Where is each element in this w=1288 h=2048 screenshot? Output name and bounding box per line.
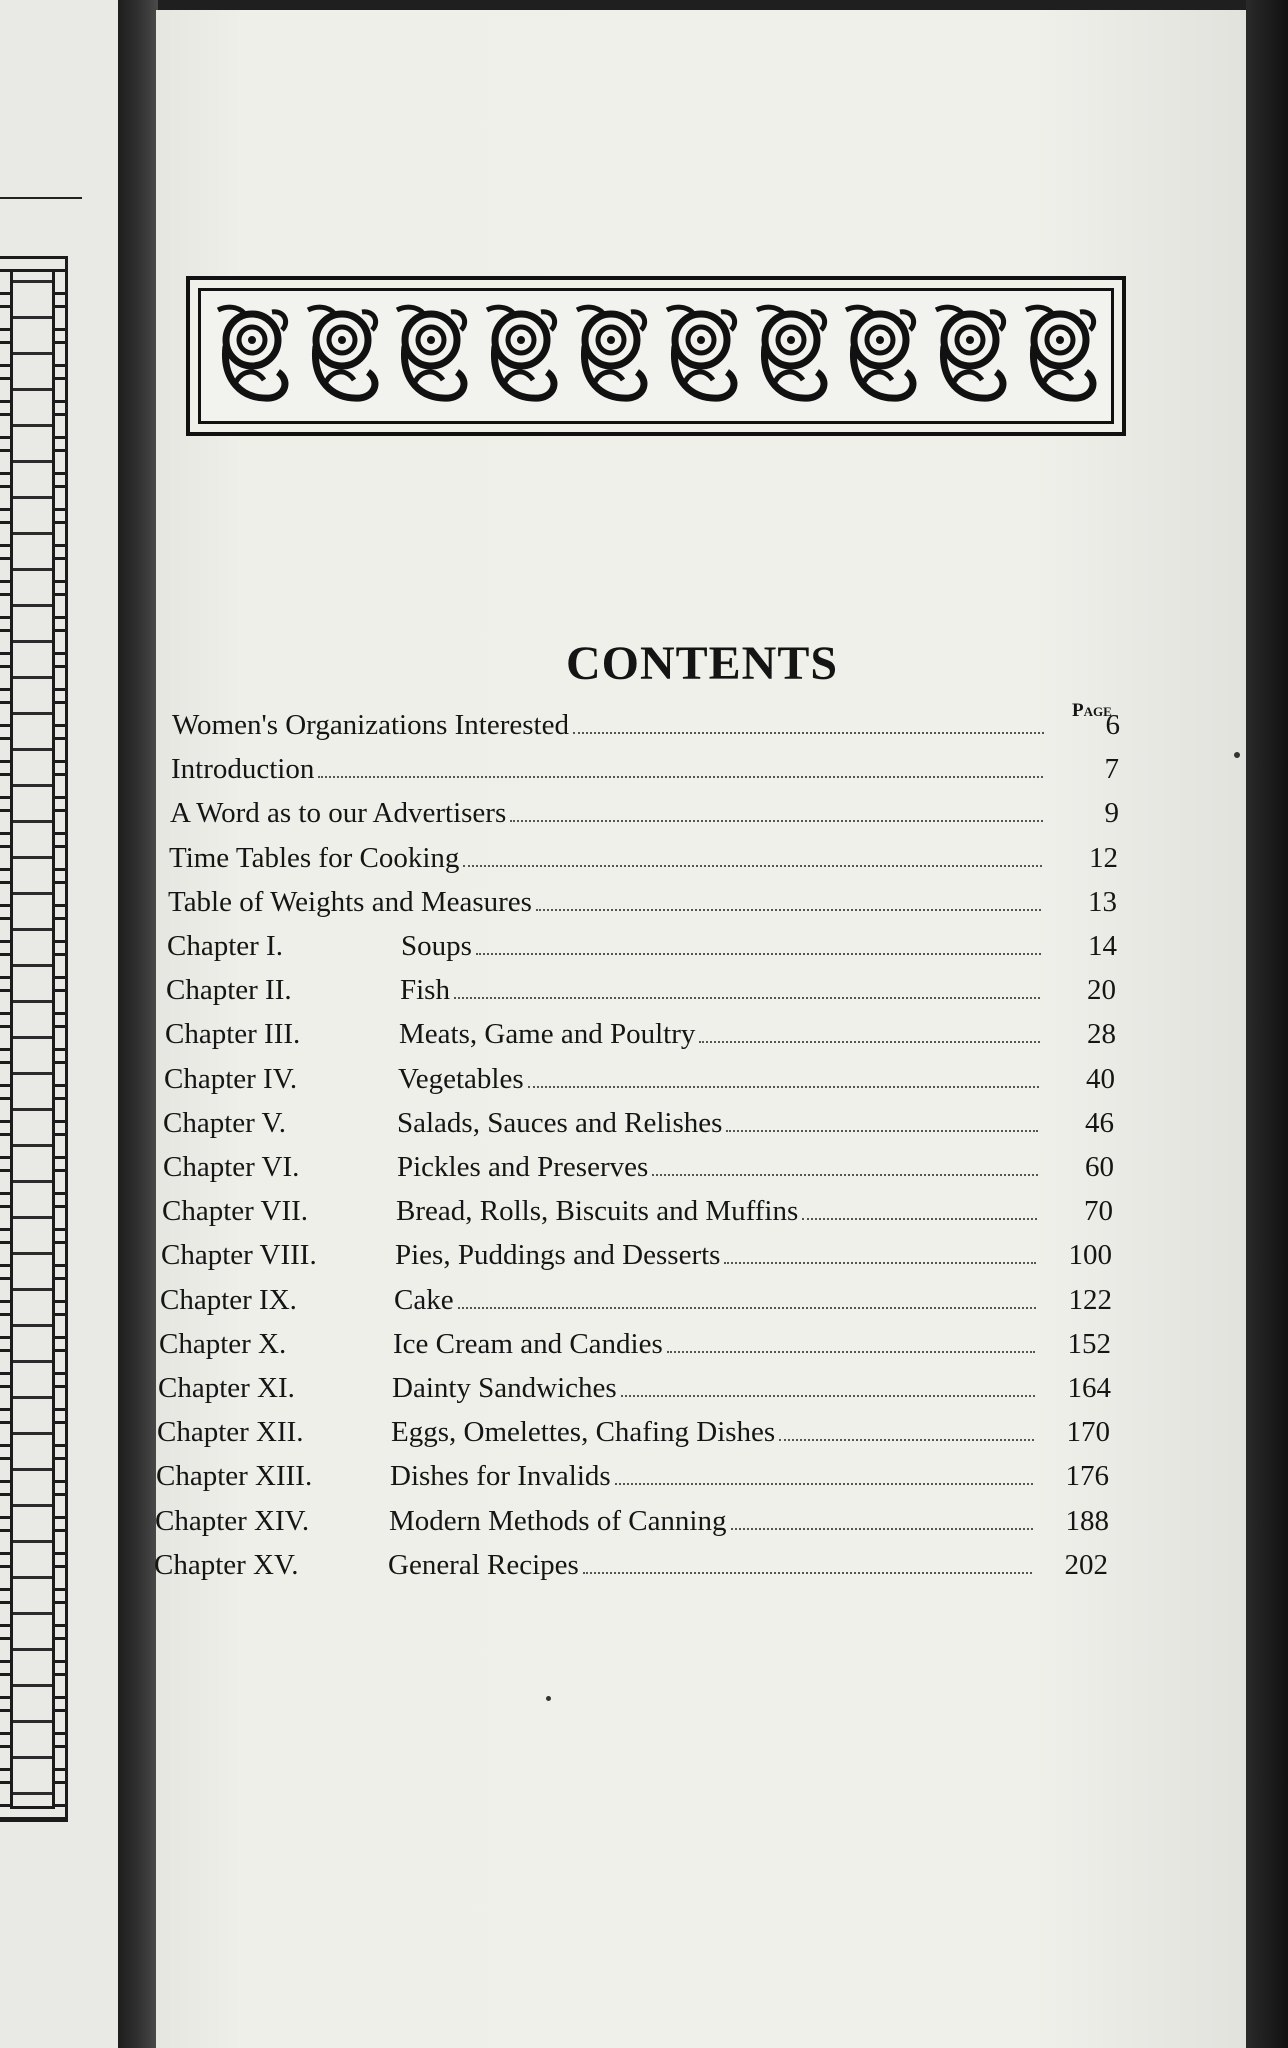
toc-entry-title: Vegetables <box>398 1062 524 1095</box>
toc-entry <box>165 1011 1116 1051</box>
dot-leader <box>463 865 1042 867</box>
dot-leader <box>528 1086 1039 1088</box>
dot-leader <box>621 1395 1035 1397</box>
toc-chapter-number: Chapter IX. <box>160 1283 297 1316</box>
dot-leader <box>536 909 1041 911</box>
toc-chapter-number: Chapter I. <box>167 930 283 962</box>
dot-leader <box>724 1262 1036 1264</box>
dot-leader <box>652 1174 1038 1176</box>
dot-leader <box>458 1307 1036 1309</box>
toc-chapter-number: Chapter XIII. <box>156 1460 313 1493</box>
toc-page-number: 46 <box>1085 1106 1114 1139</box>
toc-page-number: 100 <box>1068 1239 1112 1272</box>
dot-leader <box>699 1041 1040 1043</box>
toc-page-number: 188 <box>1065 1504 1109 1537</box>
toc-entry-title: Time Tables for Cooking <box>169 841 460 874</box>
toc-entry-title: Salads, Sauces and Relishes <box>397 1106 723 1139</box>
toc-page-number: 202 <box>1064 1548 1108 1581</box>
dot-leader <box>454 997 1040 999</box>
toc-entry <box>171 746 1119 786</box>
dot-leader <box>726 1130 1038 1132</box>
toc-entry <box>156 1453 1109 1493</box>
dot-leader <box>573 732 1044 734</box>
toc-entry-title: Soups <box>401 930 472 962</box>
toc-page-number: 60 <box>1085 1151 1114 1183</box>
toc-entry-title: Fish <box>400 974 450 1007</box>
toc-chapter-number: Chapter XI. <box>158 1372 295 1404</box>
toc-page-number: 28 <box>1087 1018 1116 1051</box>
toc-entry <box>155 1498 1109 1538</box>
toc-entry <box>166 967 1116 1007</box>
toc-entry <box>154 1542 1108 1582</box>
toc-entry <box>167 923 1117 963</box>
page-column-label: Page <box>1072 700 1112 721</box>
toc-page-number: 122 <box>1068 1283 1112 1316</box>
toc-page-number: 152 <box>1067 1327 1111 1360</box>
toc-entry <box>160 1277 1112 1317</box>
toc-chapter-number: Chapter XII. <box>157 1416 304 1449</box>
toc-chapter-number: Chapter VI. <box>163 1151 300 1183</box>
toc-entry <box>158 1365 1111 1405</box>
page-title: CONTENTS <box>565 637 839 690</box>
toc-chapter-number: Chapter II. <box>166 974 292 1007</box>
toc-page-number: 20 <box>1087 974 1116 1007</box>
toc-entry-title: Dishes for Invalids <box>390 1460 611 1493</box>
dot-leader <box>802 1218 1037 1220</box>
toc-chapter-number: Chapter IV. <box>164 1062 298 1095</box>
toc-entry-title: Eggs, Omelettes, Chafing Dishes <box>391 1416 776 1449</box>
dot-leader <box>510 820 1043 822</box>
toc-entry-title: Table of Weights and Measures <box>168 885 532 918</box>
toc-page-number: 170 <box>1066 1416 1110 1449</box>
toc-chapter-number: Chapter X. <box>159 1327 287 1360</box>
toc-page-number: 14 <box>1088 930 1117 962</box>
toc-entry <box>161 1232 1112 1272</box>
toc-chapter-number: Chapter III. <box>165 1018 301 1051</box>
toc-entry-title: Ice Cream and Candies <box>393 1327 663 1360</box>
dot-leader <box>583 1572 1032 1574</box>
toc-chapter-number: Chapter VII. <box>162 1195 309 1228</box>
toc-entry <box>163 1100 1114 1140</box>
toc-entry-title: Bread, Rolls, Biscuits and Muffins <box>396 1195 799 1228</box>
toc-entry <box>163 1144 1114 1184</box>
dot-leader <box>667 1351 1035 1353</box>
toc-page-number: 40 <box>1086 1062 1115 1095</box>
toc-entry-title: Meats, Game and Poultry <box>399 1018 696 1051</box>
toc-chapter-number: Chapter XV. <box>154 1548 299 1581</box>
toc-entry <box>169 835 1118 875</box>
toc-entry-title: General Recipes <box>388 1548 579 1581</box>
dot-leader <box>318 776 1043 778</box>
toc-entry-title: A Word as to our Advertisers <box>170 797 507 830</box>
toc-entry <box>172 702 1120 742</box>
toc-chapter-number: Chapter VIII. <box>161 1239 317 1272</box>
toc-entry-title: Introduction <box>171 753 315 786</box>
toc-entry-title: Dainty Sandwiches <box>392 1372 617 1404</box>
toc-page-number: 70 <box>1084 1195 1113 1228</box>
toc-entry <box>162 1188 1113 1228</box>
toc-page-number: 176 <box>1065 1460 1109 1493</box>
toc-page-number: 7 <box>1104 753 1119 786</box>
toc-chapter-number: Chapter V. <box>163 1106 286 1139</box>
toc-entry <box>168 879 1117 919</box>
toc-page-number: 9 <box>1104 797 1119 830</box>
toc-entry-title: Cake <box>394 1283 454 1316</box>
toc-entry <box>159 1321 1111 1361</box>
toc-page-number: 12 <box>1089 841 1118 874</box>
toc-entry <box>157 1409 1110 1449</box>
toc-entry-title: Pies, Puddings and Desserts <box>395 1239 721 1272</box>
toc-entry <box>170 790 1119 830</box>
toc-entry <box>164 1056 1115 1096</box>
toc-entry-title: Pickles and Preserves <box>397 1151 649 1183</box>
toc-page-number: 164 <box>1067 1372 1111 1404</box>
toc-page-number: 13 <box>1088 885 1117 918</box>
dot-leader <box>779 1439 1034 1441</box>
toc-entry-title: Modern Methods of Canning <box>389 1504 727 1537</box>
dot-leader <box>615 1483 1033 1485</box>
dot-leader <box>476 953 1041 955</box>
toc-entry-title: Women's Organizations Interested <box>172 709 569 741</box>
toc-page-number: 6 <box>1105 709 1120 741</box>
toc-chapter-number: Chapter XIV. <box>155 1504 310 1537</box>
dot-leader <box>731 1528 1034 1530</box>
